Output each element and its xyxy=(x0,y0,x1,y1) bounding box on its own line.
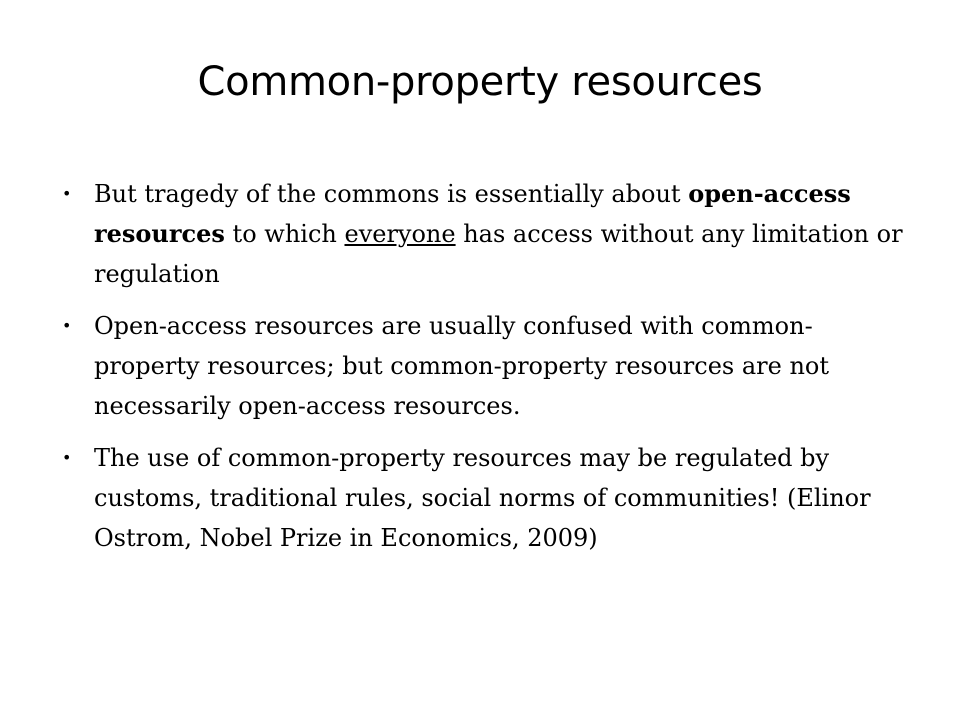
bullet-text-segment: has access without any limitation or regulation xyxy=(94,220,903,288)
bullet-item-regulation xyxy=(62,438,904,558)
bold-term-open-access: open-access resources xyxy=(94,179,851,248)
bullet-icon: • xyxy=(62,316,72,335)
bullet-icon: • xyxy=(62,448,72,467)
bullet-text: The use of common-property resources may be regulated by customs, traditional rules, social norms of communities! (Elinor Ostrom, Nobel Prize in Economics, 2009) xyxy=(94,444,871,552)
bullet-icon: • xyxy=(62,184,72,203)
bullet-text: Open-access resources are usually confused with common-property resources; but common-property resources are not necessarily open-access resources. xyxy=(94,312,829,420)
underlined-word-everyone: everyone xyxy=(344,220,456,248)
bullet-text-segment: But tragedy of the commons is essentially about xyxy=(94,180,689,208)
bullet-text-segment: to which xyxy=(224,220,345,248)
bullet-item-tragedy xyxy=(62,174,904,294)
bullet-item-confusion xyxy=(62,306,904,426)
bullet-list xyxy=(62,174,904,570)
slide-title: Common-property resources xyxy=(197,59,763,105)
